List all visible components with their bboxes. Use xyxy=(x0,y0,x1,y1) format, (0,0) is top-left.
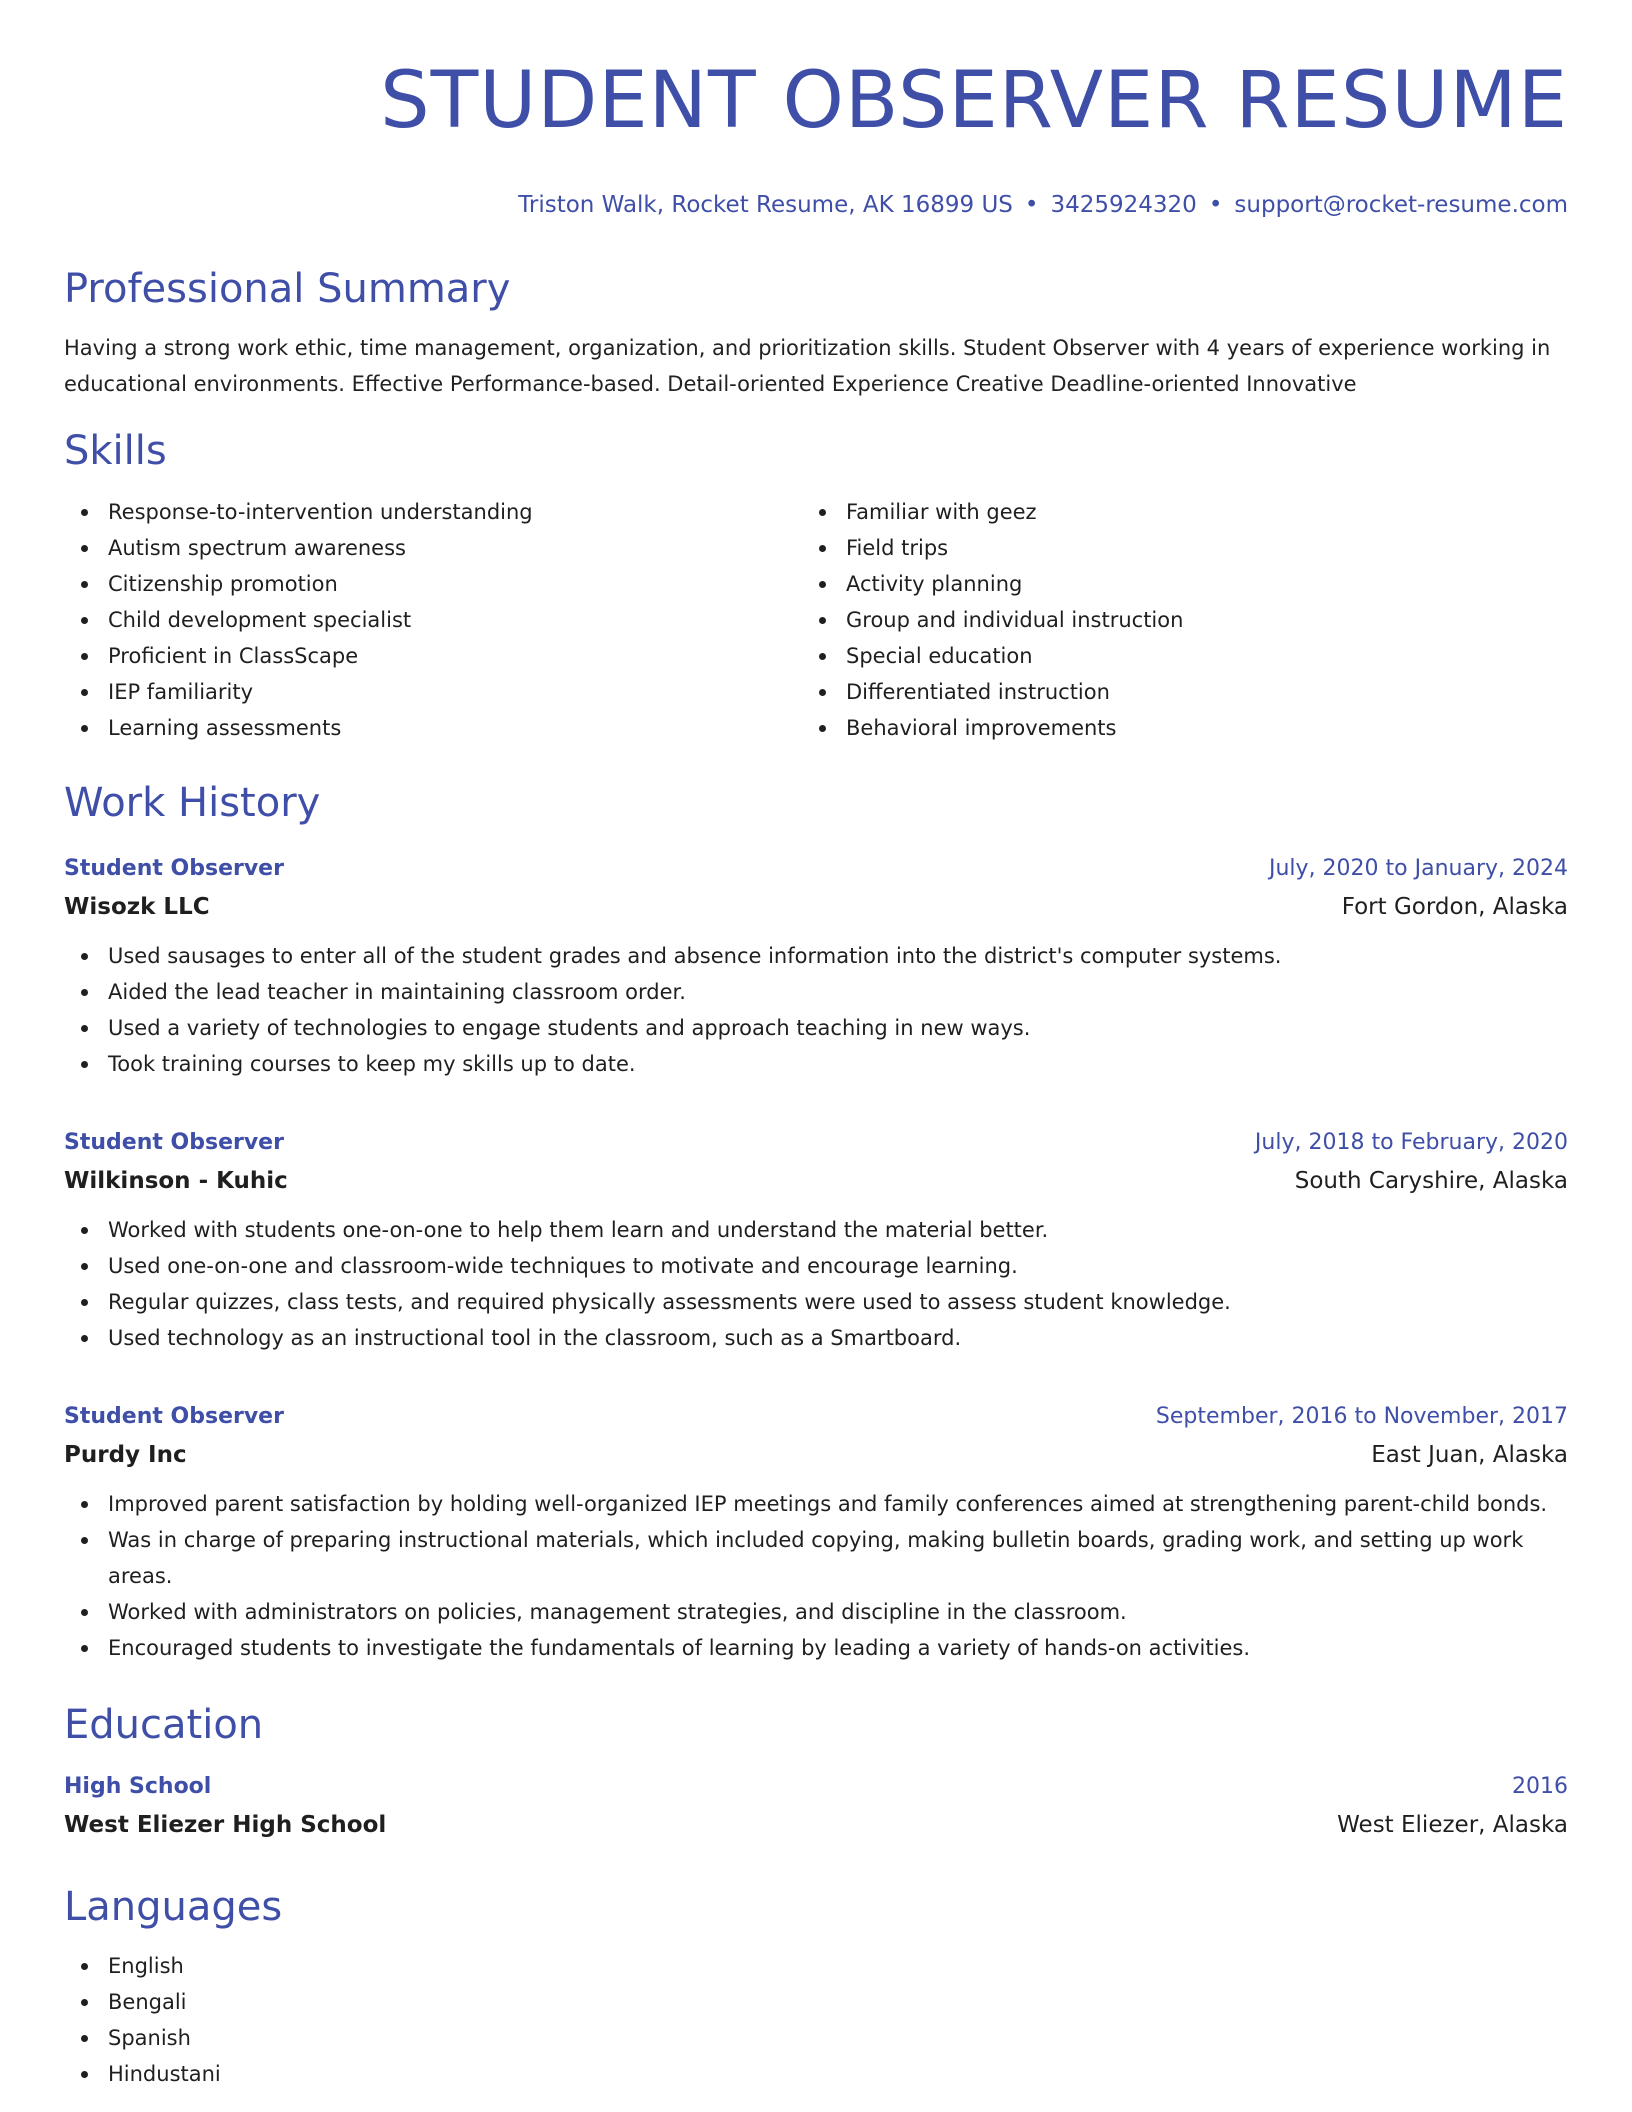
job-title: Student Observer xyxy=(64,856,284,881)
contact-address: Triston Walk, Rocket Resume, AK 16899 US xyxy=(518,192,1013,218)
language-label: Spanish xyxy=(108,2026,191,2050)
bullet-icon xyxy=(819,725,826,732)
skill-label: Behavioral improvements xyxy=(846,716,1117,740)
bullet-icon xyxy=(81,1227,88,1234)
duty-text: Regular quizzes, class tests, and required physically assessments were used to assess student knowledge. xyxy=(108,1290,1231,1314)
contact-email[interactable]: support@rocket-resume.com xyxy=(1234,192,1568,218)
job-duty xyxy=(64,1486,1568,1522)
skills-list-left xyxy=(64,494,802,746)
job-duty xyxy=(64,974,1568,1010)
bullet-icon xyxy=(819,581,826,588)
job-dates: September, 2016 to November, 2017 xyxy=(1155,1404,1568,1429)
bullet-icon xyxy=(81,1061,88,1068)
skill-item xyxy=(802,638,1540,674)
skill-item xyxy=(64,638,802,674)
language-item xyxy=(64,2056,1568,2092)
languages-list xyxy=(64,1948,1568,2092)
education-school-row xyxy=(64,1806,1568,1844)
skill-label: Learning assessments xyxy=(108,716,342,740)
job-dates: July, 2020 to January, 2024 xyxy=(1269,856,1568,881)
language-item xyxy=(64,1948,1568,1984)
skill-item xyxy=(64,494,802,530)
bullet-icon xyxy=(81,725,88,732)
bullet-icon xyxy=(81,1025,88,1032)
skills-section xyxy=(64,426,1568,746)
bullet-icon xyxy=(81,1963,88,1970)
job-duties-list xyxy=(64,938,1568,1082)
section-title-work-history: Work History xyxy=(64,780,321,826)
bullet-icon xyxy=(81,2071,88,2078)
language-label: English xyxy=(108,1954,184,1978)
work-history-section xyxy=(64,778,1568,1666)
contact-line xyxy=(64,190,1568,220)
language-item xyxy=(64,1984,1568,2020)
bullet-icon xyxy=(81,1645,88,1652)
job-dates: July, 2018 to February, 2020 xyxy=(1254,1130,1568,1155)
professional-summary-section xyxy=(64,264,1568,402)
skill-label: Activity planning xyxy=(846,572,1023,596)
bullet-icon xyxy=(81,1335,88,1342)
duty-text: Used a variety of technologies to engage students and approach teaching in new ways. xyxy=(108,1016,1031,1040)
skill-label: Special education xyxy=(846,644,1033,668)
bullet-icon xyxy=(81,1537,88,1544)
bullet-icon xyxy=(81,689,88,696)
job-entry xyxy=(64,850,1568,1082)
skills-list-right xyxy=(802,494,1540,746)
job-company-row xyxy=(64,1162,1568,1200)
job-duty xyxy=(64,1630,1568,1666)
skill-item xyxy=(802,530,1540,566)
language-label: Bengali xyxy=(108,1990,187,2014)
skill-label: Response-to-intervention understanding xyxy=(108,500,533,524)
summary-text: Having a strong work ethic, time management, organization, and prioritization skills. Student Observer with 4 years of experience working in educational environments. Effective Performance-based. Detail-oriented Experience Creative Deadline-oriented Innovative xyxy=(64,336,1551,396)
bullet-icon xyxy=(81,1299,88,1306)
skill-item xyxy=(802,602,1540,638)
bullet-icon xyxy=(819,617,826,624)
resume-title: STUDENT OBSERVER RESUME xyxy=(380,56,1568,146)
duty-text: Encouraged students to investigate the fundamentals of learning by leading a variety of hands-on activities. xyxy=(108,1636,1250,1660)
education-degree: High School xyxy=(64,1774,212,1799)
language-item xyxy=(64,2020,1568,2056)
job-title-row xyxy=(64,850,1568,888)
job-duties-list xyxy=(64,1486,1568,1666)
bullet-icon xyxy=(81,1999,88,2006)
education-entry xyxy=(64,1768,1568,1844)
job-company-row xyxy=(64,1436,1568,1474)
education-section xyxy=(64,1700,1568,1844)
bullet-icon xyxy=(81,1263,88,1270)
job-company: Purdy Inc xyxy=(64,1442,187,1468)
job-company: Wilkinson - Kuhic xyxy=(64,1168,288,1194)
education-school: West Eliezer High School xyxy=(64,1812,387,1838)
bullet-icon xyxy=(81,509,88,516)
job-title: Student Observer xyxy=(64,1404,284,1429)
skill-label: Field trips xyxy=(846,536,949,560)
job-duty xyxy=(64,1212,1568,1248)
education-year: 2016 xyxy=(1512,1774,1568,1799)
skill-label: IEP familiarity xyxy=(108,680,254,704)
education-location: West Eliezer, Alaska xyxy=(1337,1812,1568,1838)
language-label: Hindustani xyxy=(108,2062,221,2086)
skill-item xyxy=(802,674,1540,710)
bullet-icon xyxy=(81,989,88,996)
bullet-icon xyxy=(81,581,88,588)
job-location: East Juan, Alaska xyxy=(1371,1442,1568,1468)
job-duty xyxy=(64,1284,1568,1320)
duty-text: Used sausages to enter all of the student grades and absence information into the district's computer systems. xyxy=(108,944,1282,968)
job-duty xyxy=(64,938,1568,974)
skill-item xyxy=(802,494,1540,530)
skill-item xyxy=(64,710,802,746)
job-entry xyxy=(64,1398,1568,1666)
skill-label: Group and individual instruction xyxy=(846,608,1184,632)
bullet-icon xyxy=(819,653,826,660)
skill-item xyxy=(64,566,802,602)
duty-text: Used one-on-one and classroom-wide techniques to motivate and encourage learning. xyxy=(108,1254,1018,1278)
duty-text: Aided the lead teacher in maintaining classroom order. xyxy=(108,980,686,1004)
job-title-row xyxy=(64,1398,1568,1436)
job-entry xyxy=(64,1124,1568,1356)
bullet-icon xyxy=(81,2035,88,2042)
duty-text: Was in charge of preparing instructional materials, which included copying, making bulletin boards, grading work, and setting up work areas. xyxy=(108,1528,1524,1588)
skills-columns xyxy=(64,494,1568,746)
skill-label: Autism spectrum awareness xyxy=(108,536,406,560)
duty-text: Took training courses to keep my skills up to date. xyxy=(108,1052,636,1076)
bullet-icon xyxy=(81,953,88,960)
job-location: South Caryshire, Alaska xyxy=(1294,1168,1568,1194)
job-duties-list xyxy=(64,1212,1568,1356)
skill-item xyxy=(64,530,802,566)
skill-label: Citizenship promotion xyxy=(108,572,338,596)
section-title-languages: Languages xyxy=(64,1884,283,1930)
bullet-icon xyxy=(81,653,88,660)
bullet-icon xyxy=(81,545,88,552)
resume-header xyxy=(64,0,1568,220)
contact-phone: 3425924320 xyxy=(1050,192,1197,218)
job-duty xyxy=(64,1320,1568,1356)
job-duty xyxy=(64,1522,1568,1594)
section-title-summary: Professional Summary xyxy=(64,266,511,312)
job-title: Student Observer xyxy=(64,1130,284,1155)
skill-item xyxy=(802,710,1540,746)
bullet-icon xyxy=(819,689,826,696)
skill-item xyxy=(802,566,1540,602)
bullet-icon xyxy=(819,545,826,552)
duty-text: Worked with students one-on-one to help them learn and understand the material better. xyxy=(108,1218,1049,1242)
skill-item xyxy=(64,602,802,638)
job-company-row xyxy=(64,888,1568,926)
job-duty xyxy=(64,1594,1568,1630)
section-title-education: Education xyxy=(64,1702,264,1748)
languages-section xyxy=(64,1882,1568,2092)
skill-label: Proficient in ClassScape xyxy=(108,644,359,668)
section-title-skills: Skills xyxy=(64,428,167,474)
duty-text: Worked with administrators on policies, management strategies, and discipline in the classroom. xyxy=(108,1600,1127,1624)
skill-label: Differentiated instruction xyxy=(846,680,1110,704)
job-duty xyxy=(64,1046,1568,1082)
contact-separator: • xyxy=(1208,192,1223,218)
job-title-row xyxy=(64,1124,1568,1162)
job-company: Wisozk LLC xyxy=(64,894,210,920)
duty-text: Used technology as an instructional tool in the classroom, such as a Smartboard. xyxy=(108,1326,962,1350)
contact-separator: • xyxy=(1024,192,1039,218)
skill-label: Familiar with geez xyxy=(846,500,1037,524)
job-location: Fort Gordon, Alaska xyxy=(1341,894,1568,920)
duty-text: Improved parent satisfaction by holding well-organized IEP meetings and family conferences aimed at strengthening parent-child bonds. xyxy=(108,1492,1548,1516)
skill-item xyxy=(64,674,802,710)
job-duty xyxy=(64,1248,1568,1284)
bullet-icon xyxy=(81,617,88,624)
education-degree-row xyxy=(64,1768,1568,1806)
job-duty xyxy=(64,1010,1568,1046)
bullet-icon xyxy=(819,509,826,516)
skill-label: Child development specialist xyxy=(108,608,412,632)
bullet-icon xyxy=(81,1609,88,1616)
bullet-icon xyxy=(81,1501,88,1508)
